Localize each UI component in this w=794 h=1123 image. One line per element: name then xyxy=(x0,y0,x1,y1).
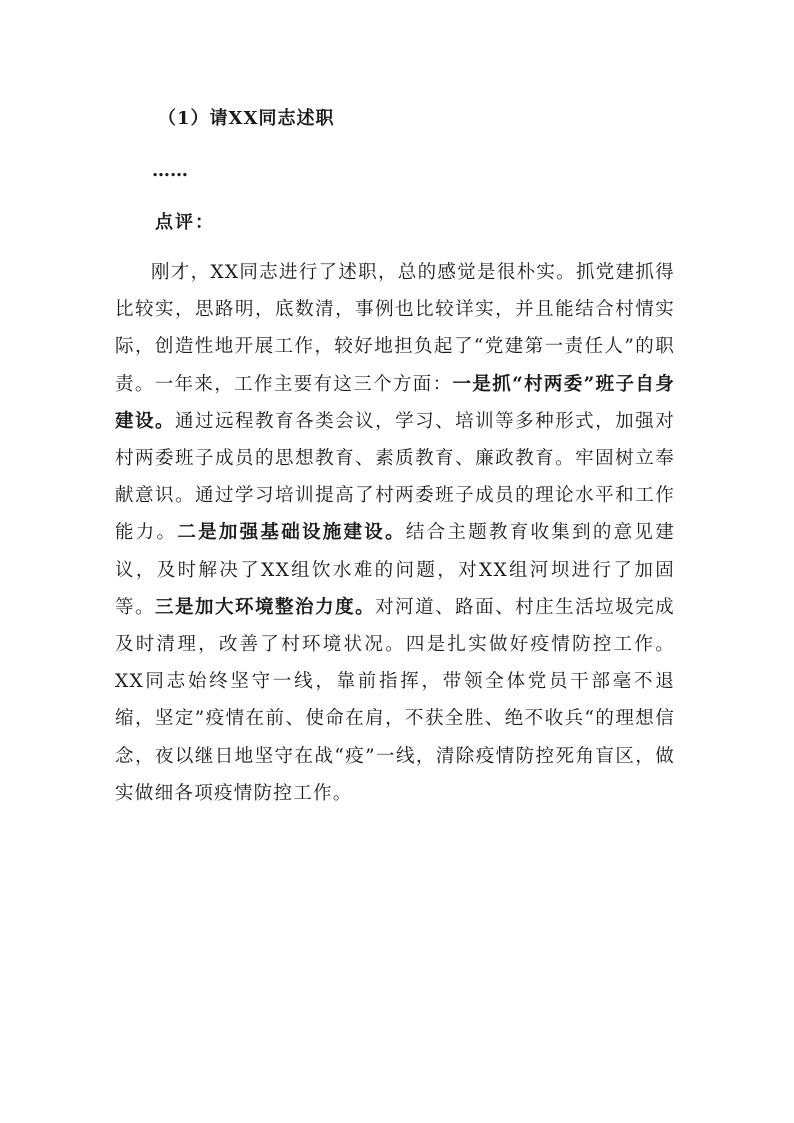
paragraph-run-bold: 一是抓“村两委”班子自身建设。 xyxy=(115,373,675,432)
paragraph-run: 通过远程教育各类会议，学习、培训等多种形式，加强对村两委班子成员的思想教育、素质教育、廉政教育。牢固树立奉献意识。通过学习培训提高了村两委班子成员的理论水平和工作能力。 xyxy=(115,410,675,544)
ellipsis-marker: …… xyxy=(152,160,188,181)
paragraph-run: 对河道、路面、村庄生活垃圾完成及时清理，改善了村环境状况。四是扎实做好疫情防控工作。XX同志始终坚守一线，靠前指挥，带领全体党员干部毫不退缩，坚定”疫情在前、使命在肩，不获全胜、绝不收兵“的理想信念，夜以继日地坚守在战“疫”一线，清除疫情防控死角盲区，做实做细各项疫情防控工作。 xyxy=(115,596,675,804)
section-heading: （1）请XX同志述职 xyxy=(158,108,335,129)
paragraph-run: 结合主题教育收集到的意见建议，及时解决了XX组饮水难的问题，对XX组河坝进行了加固等。 xyxy=(115,522,675,618)
comment-paragraph xyxy=(115,254,675,812)
comment-label: 点评： xyxy=(155,212,215,233)
paragraph-run: 刚才，XX同志进行了述职，总的感觉是很朴实。抓党建抓得比较实，思路明，底数清，事例也比较详实，并且能结合村情实际，创造性地开展工作，较好地担负起了“党建第一责任人”的职责。一年来，工作主要有这三个方面： xyxy=(115,262,675,395)
paragraph-run-bold: 二是加强基础设施建设。 xyxy=(177,522,406,544)
paragraph-run-bold: 三是加大环境整治力度。 xyxy=(155,596,376,618)
